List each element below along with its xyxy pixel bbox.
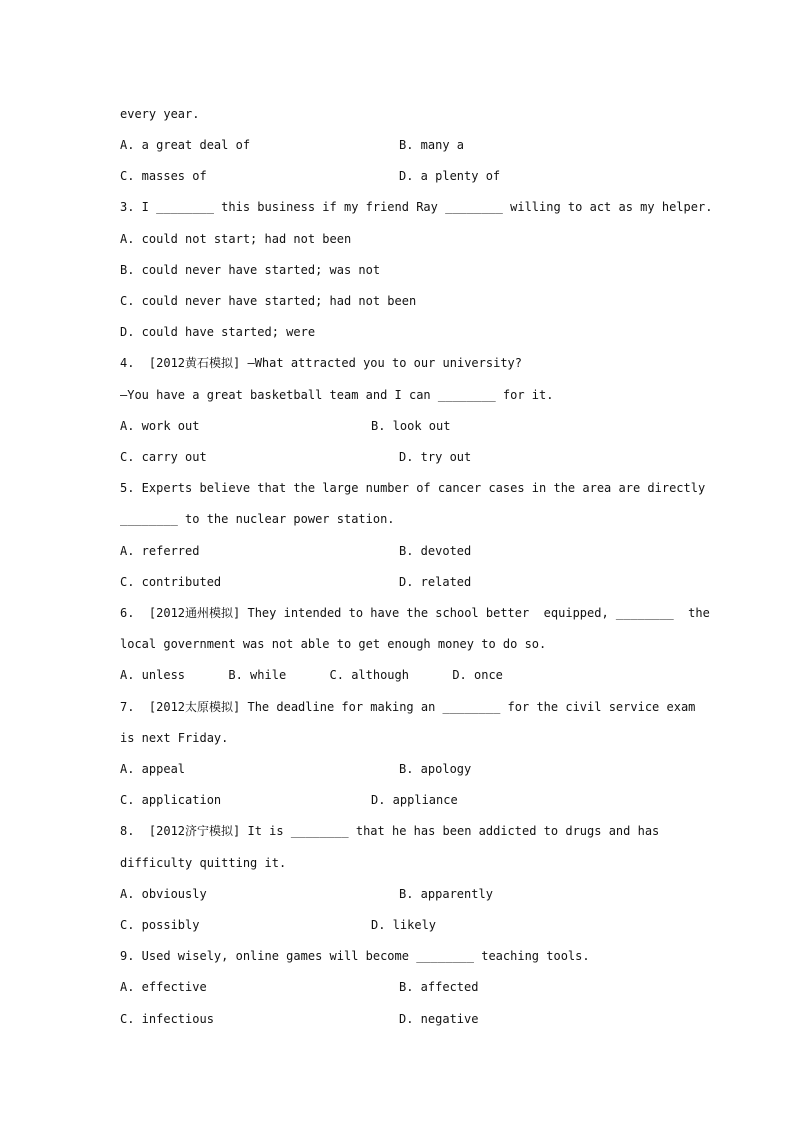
q7-option-d: D. appliance (371, 793, 458, 807)
q3-option-d: D. could have started; were (120, 325, 316, 339)
q4-stem-answer: —You have a great basketball team and I can ________ for it. (120, 388, 554, 402)
q3-stem: 3. I ________ this business if my friend Ray ________ willing to act as my helper. (120, 200, 713, 214)
q9-option-b: B. affected (399, 980, 479, 994)
q2-option-d: D. a plenty of (399, 169, 501, 183)
q3-option-c: C. could never have started; had not been (120, 294, 417, 308)
q6-options: A. unless B. while C. although D. once (120, 668, 503, 682)
q8-option-c: C. possibly (120, 918, 200, 932)
q8-option-b: B. apparently (399, 887, 493, 901)
q6-stem: 6. [2012通州模拟] They intended to have the school better equipped, ________ the (120, 606, 710, 620)
q7-option-b: B. apology (399, 762, 472, 776)
q8-option-a: A. obviously (120, 887, 207, 901)
q5-option-c: C. contributed (120, 575, 222, 589)
q7-option-a: A. appeal (120, 762, 186, 776)
q5-option-b: B. devoted (399, 544, 472, 558)
q2-stem-tail: every year. (120, 107, 200, 121)
q4-stem: 4. [2012黄石模拟] —What attracted you to our university? (120, 356, 523, 370)
q9-option-d: D. negative (399, 1012, 479, 1026)
q5-option-d: D. related (399, 575, 472, 589)
q8-stem: 8. [2012济宁模拟] It is ________ that he has been addicted to drugs and has (120, 824, 660, 838)
q5-stem-cont: ________ to the nuclear power station. (120, 512, 395, 526)
q7-stem-cont: is next Friday. (120, 731, 229, 745)
q7-stem: 7. [2012太原模拟] The deadline for making an ________ for the civil service exam (120, 700, 696, 714)
q5-option-a: A. referred (120, 544, 200, 558)
q3-option-a: A. could not start; had not been (120, 232, 352, 246)
q3-option-b: B. could never have started; was not (120, 263, 381, 277)
q7-option-c: C. application (120, 793, 222, 807)
q8-option-d: D. likely (371, 918, 437, 932)
q5-stem: 5. Experts believe that the large number of cancer cases in the area are directly (120, 481, 706, 495)
q2-option-c: C. masses of (120, 169, 207, 183)
q9-option-c: C. infectious (120, 1012, 214, 1026)
q4-option-a: A. work out (120, 419, 200, 433)
q9-stem: 9. Used wisely, online games will become ________ teaching tools. (120, 949, 590, 963)
q4-option-c: C. carry out (120, 450, 207, 464)
q9-option-a: A. effective (120, 980, 207, 994)
q2-option-b: B. many a (399, 138, 465, 152)
q8-stem-cont: difficulty quitting it. (120, 856, 287, 870)
q6-stem-cont: local government was not able to get enough money to do so. (120, 637, 547, 651)
q2-option-a: A. a great deal of (120, 138, 251, 152)
q4-option-d: D. try out (399, 450, 472, 464)
q4-option-b: B. look out (371, 419, 451, 433)
